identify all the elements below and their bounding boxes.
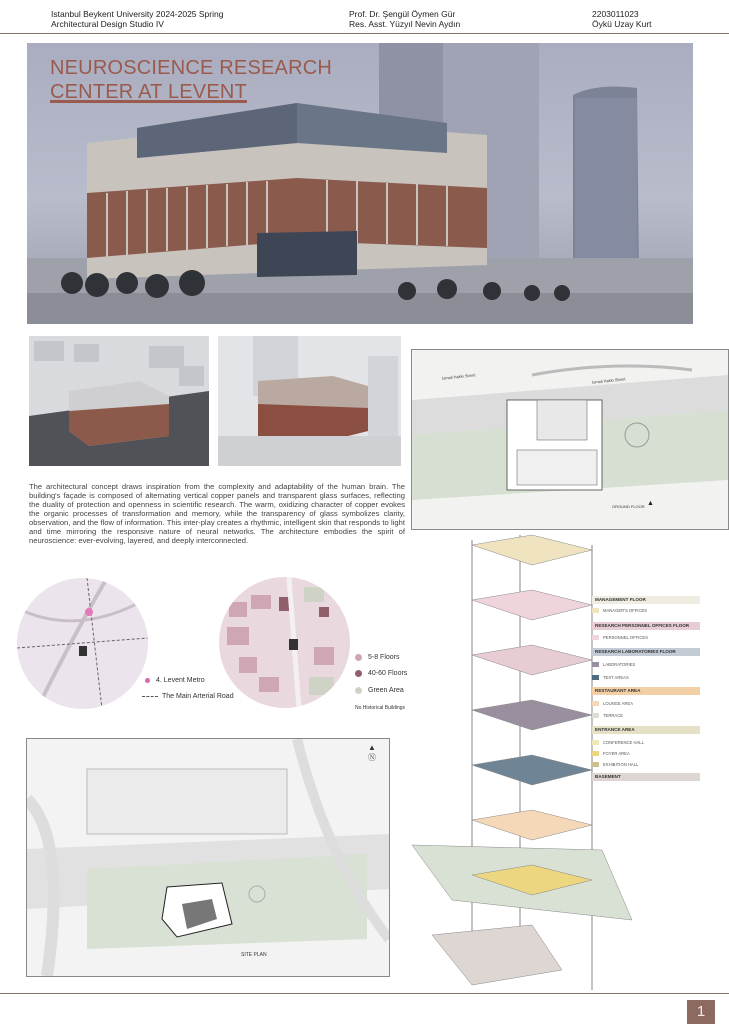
- hero-render: [27, 43, 693, 324]
- swatch-icon: [592, 701, 599, 706]
- swatch-icon: [592, 713, 599, 718]
- floor-item-laboratories-label: LABORATORIES: [603, 662, 636, 667]
- building-height-map-illustration: [219, 577, 350, 708]
- swatch-icon: [592, 608, 599, 613]
- floor-heading-basement-label: BASEMENT: [595, 774, 621, 779]
- low-rise-dot-icon: [355, 654, 362, 661]
- legend-metro: [145, 677, 205, 684]
- floor-heading-management: [592, 596, 700, 604]
- swatch-icon: [592, 762, 599, 767]
- header-student-name: Öykü Uzay Kurt: [592, 19, 652, 29]
- transport-map: [17, 578, 148, 709]
- header-student-id: 2203011023: [592, 9, 639, 19]
- metro-dot-icon: [145, 678, 150, 683]
- swatch-icon: [592, 635, 599, 640]
- floor-item-laboratories: [592, 662, 635, 667]
- header-university: Istanbul Beykent University 2024-2025 Spring: [51, 9, 224, 19]
- legend-green-area: [355, 687, 404, 694]
- floor-heading-management-label: MANAGEMENT FLOOR: [595, 597, 646, 602]
- floor-item-managers-offices-label: MANAGER'S OFFICES: [603, 608, 648, 613]
- floor-item-terrace: [592, 713, 623, 718]
- swatch-icon: [592, 751, 599, 756]
- floor-item-test-areas-label: TEST AREAS: [603, 675, 629, 680]
- high-rise-dot-icon: [355, 670, 362, 677]
- floor-heading-laboratories-label: RESEARCH LABORATORIES FLOOR: [595, 649, 676, 654]
- swatch-icon: [592, 675, 599, 680]
- legend-metro-label: 4. Levent Metro: [156, 677, 205, 684]
- floor-heading-personnel: [592, 622, 700, 630]
- street-label-2: İsmail Hakkı Street: [591, 376, 626, 385]
- north-arrow-icon: ▲ Ⓝ: [368, 743, 376, 762]
- legend-40-60-floors: [355, 670, 407, 677]
- floor-heading-entrance-label: ENTRANCE AREA: [595, 727, 635, 732]
- legend-road-label: The Main Arterial Road: [162, 693, 234, 700]
- floor-heading-personnel-label: RESEARCH PERSONNEL OFFICES FLOOR: [595, 623, 690, 628]
- project-title-line2: CENTER AT LEVENT: [50, 81, 247, 103]
- floor-item-managers-offices: [592, 608, 647, 613]
- no-historical-buildings: No Historical Buildings: [355, 705, 406, 711]
- header-rule: [0, 33, 729, 34]
- page-number: 1: [687, 1000, 715, 1024]
- header-assistant: Res. Asst. Yüzyıl Nevin Aydın: [349, 19, 461, 29]
- floor-heading-laboratories: [592, 648, 700, 656]
- road-line-icon: [142, 696, 158, 697]
- floor-item-lounge-area: [592, 701, 633, 706]
- site-plan-illustration: [27, 739, 389, 976]
- floor-item-personnel-offices: [592, 635, 648, 640]
- north-arrow-icon: ▲: [647, 500, 654, 507]
- swatch-icon: [592, 662, 599, 667]
- legend-arterial-road: [142, 693, 234, 700]
- aerial-render-2: [218, 336, 401, 466]
- site-plan: [26, 738, 390, 977]
- aerial-render-1-illustration: [29, 336, 209, 466]
- legend-40-60-label: 40-60 Floors: [368, 670, 408, 677]
- building-height-map: [219, 577, 350, 708]
- site-plan-label: SITE PLAN: [241, 952, 267, 958]
- floor-item-terrace-label: TERRACE: [603, 713, 624, 718]
- floor-heading-entrance: [592, 726, 700, 734]
- floor-item-personnel-offices-label: PERSONNEL OFFICES: [603, 635, 648, 640]
- header-studio: Architectural Design Studio IV: [51, 19, 164, 29]
- floor-heading-restaurant: [592, 687, 700, 695]
- green-area-dot-icon: [355, 687, 362, 694]
- footer-rule: [0, 993, 729, 994]
- aerial-render-1: [29, 336, 209, 466]
- street-label-1: İsmail Hakkı Street: [441, 372, 476, 381]
- floor-heading-basement: [592, 773, 700, 781]
- ground-floor-label: GROUND FLOOR: [612, 504, 645, 509]
- floor-item-conference-hall-label: CONFERENCE HALL: [603, 740, 644, 745]
- floor-item-conference-hall: [592, 740, 644, 745]
- aerial-render-2-illustration: [218, 336, 401, 466]
- floor-item-exhibition-hall-label: EXHIBITION HALL: [603, 762, 639, 767]
- floor-heading-restaurant-label: RESTAURANT AREA: [595, 688, 641, 693]
- ground-floor-plan: [411, 349, 729, 530]
- legend-5-8-floors: [355, 654, 400, 661]
- floor-item-exhibition-hall: [592, 762, 638, 767]
- legend-5-8-label: 5-8 Floors: [368, 654, 400, 661]
- swatch-icon: [592, 740, 599, 745]
- floor-item-foyer-area-label: FOYER AREA: [603, 751, 630, 756]
- header-instructor: Prof. Dr. Şengül Öymen Gür: [349, 9, 456, 19]
- floor-item-foyer-area: [592, 751, 630, 756]
- floor-item-test-areas: [592, 675, 629, 680]
- floor-item-lounge-area-label: LOUNGE AREA: [603, 701, 634, 706]
- transport-map-illustration: [17, 578, 148, 709]
- legend-green-label: Green Area: [368, 687, 404, 694]
- concept-description: The architectural concept draws inspiration from the complexity and adaptability of the human brain. The building's façade is composed of alternating vertical copper panels and transparent glass surfaces, reflecting the duality of protection and openness in scientific research. The warm, oxidizing character of copper evokes the organic processes of transformation and memory, while the transparency of glass symbolizes clarity, observation, and the flow of information. This inter-play creates a rhythmic, intelligent skin that responds to light and time mirroring the responsive nature of neural networks. The architecture embodies the spirit of neuroscience: ever-evolving, layered, and deeply interconnected.: [29, 482, 405, 545]
- project-title-line1: NEUROSCIENCE RESEARCH: [50, 57, 333, 79]
